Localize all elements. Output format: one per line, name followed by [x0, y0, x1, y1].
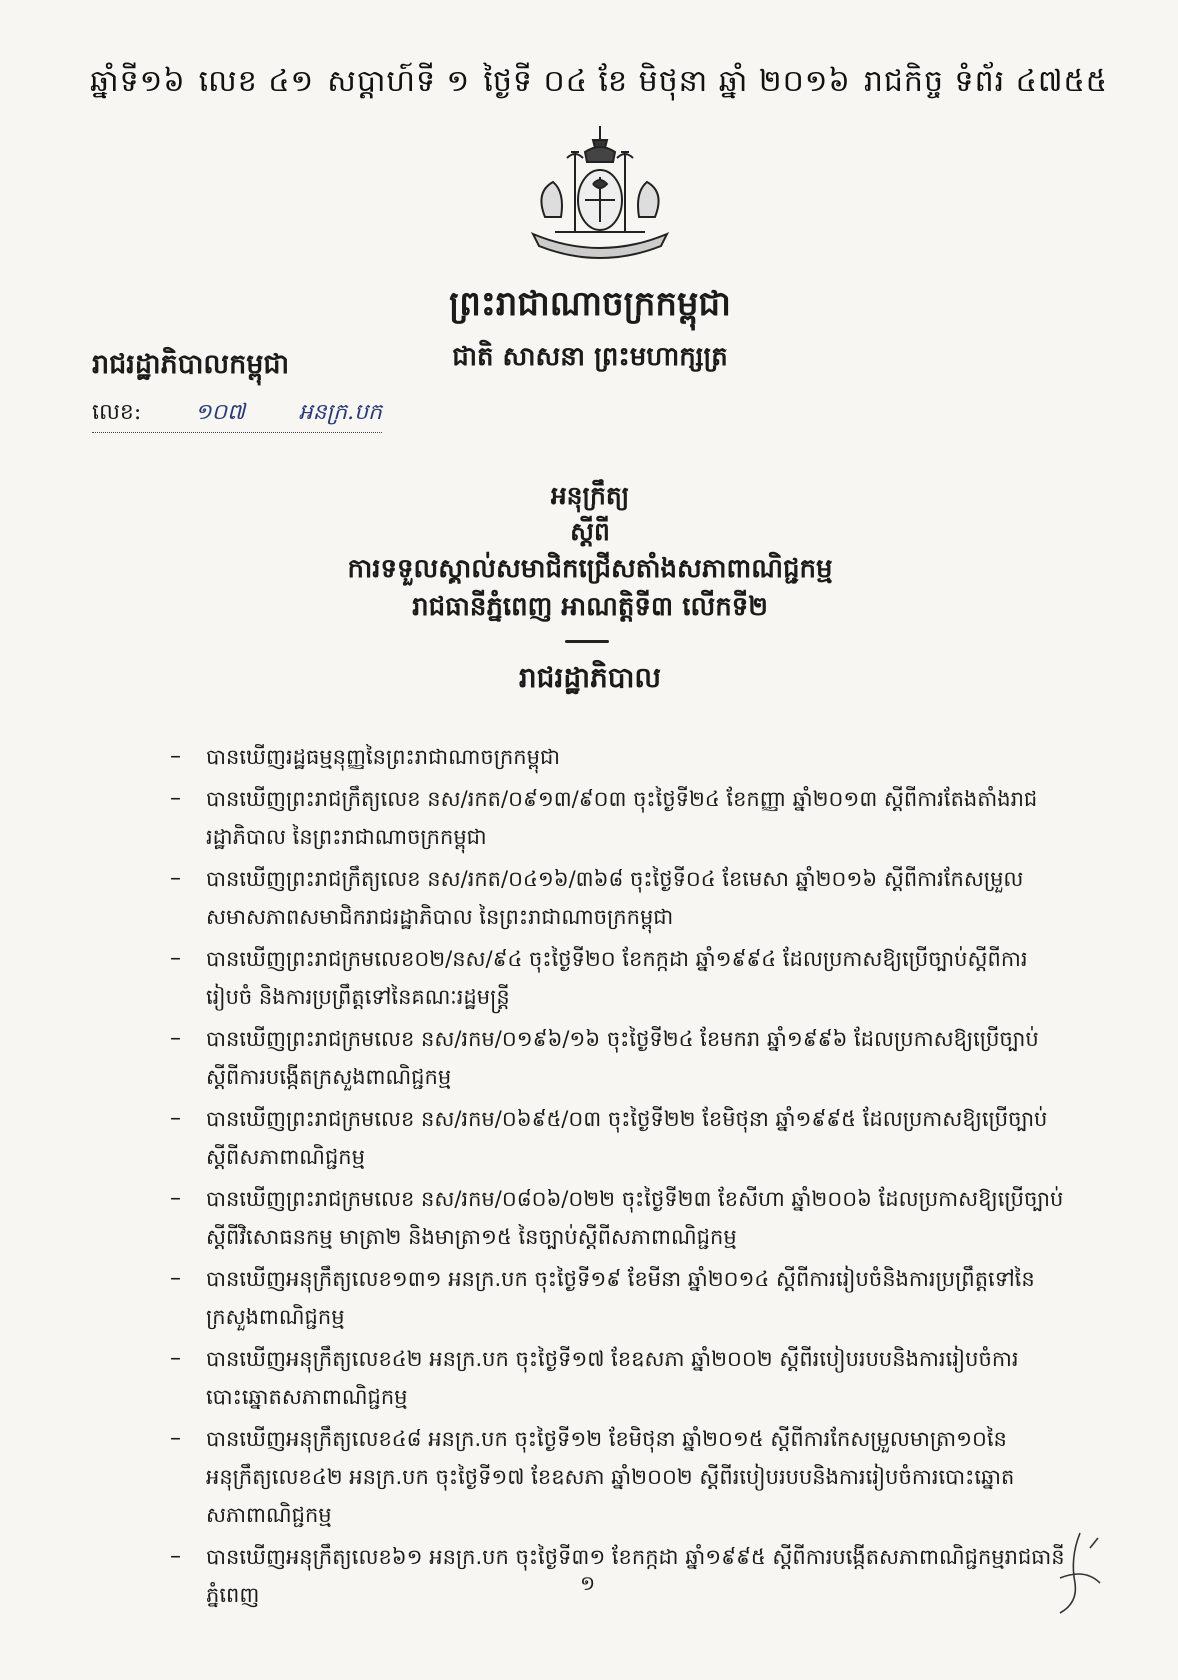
reference-number [92, 398, 382, 433]
list-item: – បានឃើញអនុក្រឹត្យលេខ៦១ អនក្រ.បក ចុះថ្ងៃទី៣១ ខែកក្កដា ឆ្នាំ១៩៩៥ ស្តីពីការបង្កើតសភាពាណិជ្ជកម្មរាជធានីភ្នំពេញ [170, 1538, 1070, 1614]
gazette-header [90, 62, 1108, 106]
reference-suffix: អនក្រ.បក [298, 400, 382, 425]
government-name: រាជរដ្ឋាភិបាលកម្ពុជា [92, 349, 290, 380]
list-item: – បានឃើញរដ្ឋធម្មនុញ្ញនៃព្រះរាជាណាចក្រកម្ពុជា [170, 738, 1070, 776]
considerations-list [170, 738, 1070, 1618]
list-item: – បានឃើញព្រះរាជក្រមលេខ នស/រកម/០៨០៦/០២២ ចុះថ្ងៃទី២៣ ខែសីហា ឆ្នាំ២០០៦ ដែលប្រកាសឱ្យប្រើច្បាប់ស្តីពីវិសោធនកម្ម មាត្រា២ និងមាត្រា១៥ នៃច្បាប់ស្តីពីសភាពាណិជ្ជកម្ម [170, 1180, 1070, 1256]
handwritten-initial-icon [1040, 1528, 1110, 1618]
gazette-page-ref: រាជកិច្ច ទំព័រ ៤៧៥៥ [863, 64, 1108, 99]
title-divider [565, 640, 609, 643]
list-item: – បានឃើញអនុក្រឹត្យលេខ៤៨ អនក្រ.បក ចុះថ្ងៃទី១២ ខែមិថុនា ឆ្នាំ២០១៥ ស្តីពីការកែសម្រួលមាត្រា១០នៃអនុក្រឹត្យលេខ៤២ អនក្រ.បក ចុះថ្ងៃទី១៧ ខែឧសភា ឆ្នាំ២០០២ ស្តីពីរបៀបរបបនិងការរៀបចំការបោះឆ្នោតសភាពាណិជ្ជកម្ម [170, 1420, 1070, 1534]
document-type: អនុក្រឹត្យ [550, 481, 630, 510]
gazette-date: ថ្ងៃទី ០៤ ខែ មិថុនា ឆ្នាំ ២០១៦ [483, 64, 851, 99]
list-item: – បានឃើញព្រះរាជក្រមលេខ០២/នស/៩៤ ចុះថ្ងៃទី២០ ខែកក្កដា ឆ្នាំ១៩៩៤ ដែលប្រកាសឱ្យប្រើច្បាប់ស្តីពីការរៀបចំ និងការប្រព្រឹត្តទៅនៃគណៈរដ្ឋមន្ត្រី [170, 940, 1070, 1016]
title-subject-line2: រាជធានីភ្នំពេញ អាណត្តិទី៣ លើកទី២ [412, 592, 768, 622]
list-item: – បានឃើញព្រះរាជក្រឹត្យលេខ នស/រកត/០៩១៣/៩០៣ ចុះថ្ងៃទី២៤ ខែកញ្ញា ឆ្នាំ២០១៣ ស្តីពីការតែងតាំងរាជរដ្ឋាភិបាល នៃព្រះរាជាណាចក្រកម្ពុជា [170, 780, 1070, 856]
issuer-heading: រាជរដ្ឋាភិបាល [518, 661, 662, 694]
list-item: – បានឃើញអនុក្រឹត្យលេខ១៣១ អនក្រ.បក ចុះថ្ងៃទី១៩ ខែមីនា ឆ្នាំ២០១៤ ស្តីពីការរៀបចំនិងការប្រព្រឹត្តទៅនៃក្រសួងពាណិជ្ជកម្ម [170, 1260, 1070, 1336]
list-item: – បានឃើញព្រះរាជក្រឹត្យលេខ នស/រកត/០៤១៦/៣៦៨ ចុះថ្ងៃទី០៤ ខែមេសា ឆ្នាំ២០១៦ ស្តីពីការកែសម្រួលសមាសភាពសមាជិករាជរដ្ឋាភិបាល នៃព្រះរាជាណាចក្រកម្ពុជា [170, 860, 1070, 936]
national-motto: ជាតិ សាសនា ព្រះមហាក្សត្រ [452, 342, 728, 372]
title-about: ស្តីពី [570, 517, 610, 546]
title-subject-line1: ការទទួលស្គាល់សមាជិកជ្រើសតាំងសភាពាណិជ្ជកម្ម [347, 554, 833, 584]
reference-number-value: ១០៧ [194, 400, 246, 425]
page-number: ១ [580, 1571, 596, 1595]
royal-coat-of-arms-icon [515, 122, 685, 272]
gazette-issue: លេខ ៤១ [198, 64, 315, 99]
list-item: – បានឃើញព្រះរាជក្រមលេខ នស/រកម/០៦៩៥/០៣ ចុះថ្ងៃទី២២ ខែមិថុនា ឆ្នាំ១៩៩៥ ដែលប្រកាសឱ្យប្រើច្បាប់ស្តីពីសភាពាណិជ្ជកម្ម [170, 1100, 1070, 1176]
list-item: – បានឃើញអនុក្រឹត្យលេខ៤២ អនក្រ.បក ចុះថ្ងៃទី១៧ ខែឧសភា ឆ្នាំ២០០២ ស្តីពីរបៀបរបបនិងការរៀបចំការបោះឆ្នោតសភាពាណិជ្ជកម្ម [170, 1340, 1070, 1416]
kingdom-name: ព្រះរាជាណាចក្រកម្ពុជា [449, 284, 731, 324]
document-title [230, 478, 950, 626]
gazette-week: សប្តាហ៍ទី ១ [327, 64, 471, 99]
list-item: – បានឃើញព្រះរាជក្រមលេខ នស/រកម/០១៩៦/១៦ ចុះថ្ងៃទី២៤ ខែមករា ឆ្នាំ១៩៩៦ ដែលប្រកាសឱ្យប្រើច្បាប់ស្តីពីការបង្កើតក្រសួងពាណិជ្ជកម្ម [170, 1020, 1070, 1096]
reference-label: លេខ: [92, 400, 142, 425]
gazette-year: ឆ្នាំទី១៦ [90, 64, 186, 99]
